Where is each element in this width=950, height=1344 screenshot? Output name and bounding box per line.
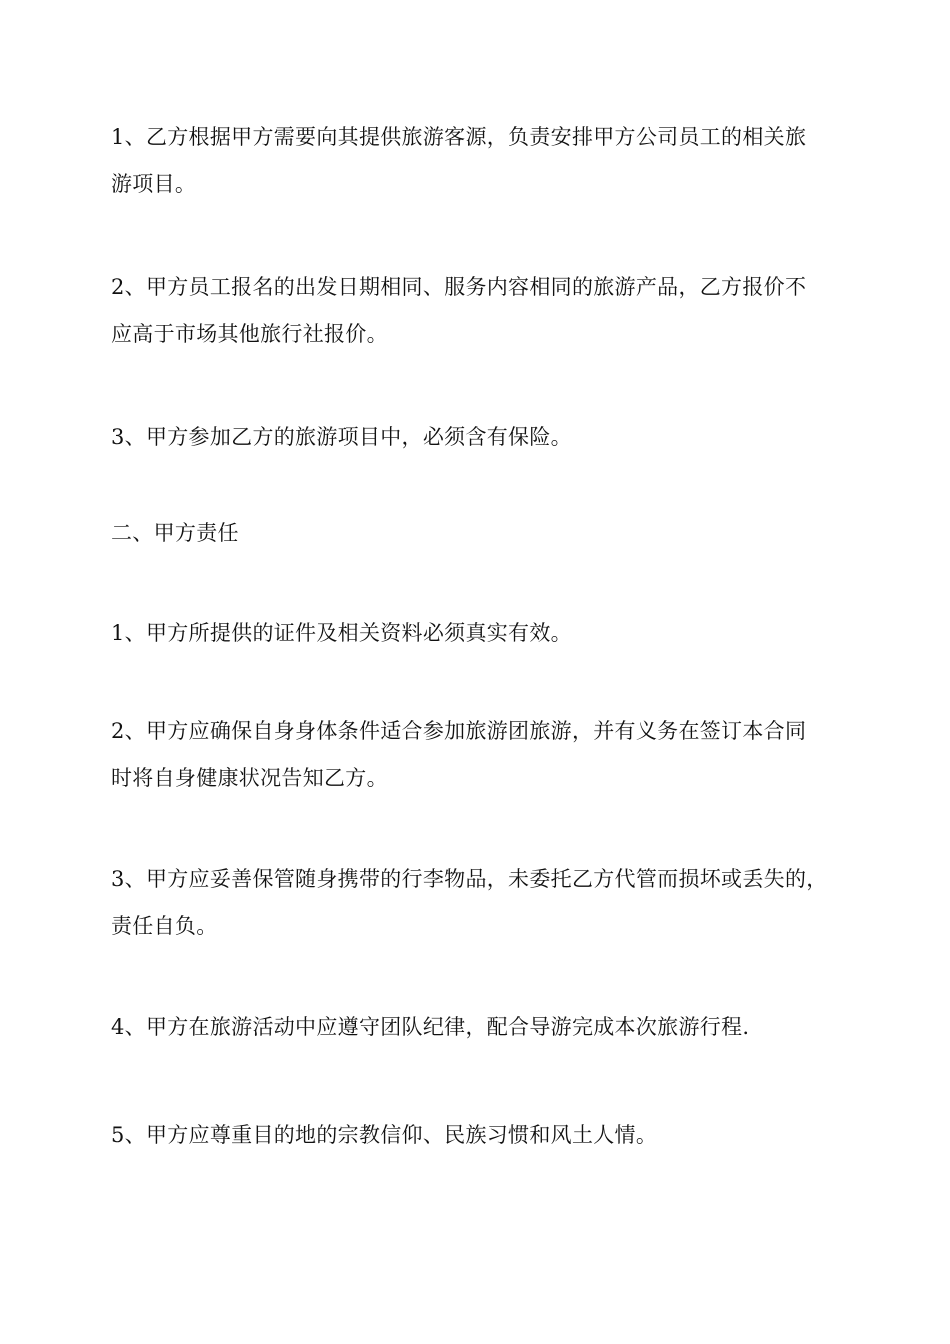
text-line: 4、甲方在旅游活动中应遵守团队纪律，配合导游完成本次旅游行程. <box>111 1015 750 1039</box>
text-line: 2、甲方应确保自身身体条件适合参加旅游团旅游，并有义务在签订本合同 <box>111 719 807 743</box>
text-line: 应高于市场其他旅行社报价。 <box>111 322 388 346</box>
text-line: 时将自身健康状况告知乙方。 <box>111 766 388 790</box>
text-line: 2、甲方员工报名的出发日期相同、服务内容相同的旅游产品，乙方报价不 <box>111 275 807 299</box>
clause-3-insurance <box>111 414 846 461</box>
text-line: 游项目。 <box>111 172 197 196</box>
duty-5-respect-customs <box>111 1112 846 1159</box>
text-line: 5、甲方应尊重目的地的宗教信仰、民族习惯和风土人情。 <box>111 1123 658 1147</box>
duty-1-documents <box>111 610 846 657</box>
section-heading-party-a-duties <box>111 510 846 557</box>
text-line: 1、甲方所提供的证件及相关资料必须真实有效。 <box>111 621 572 645</box>
clause-1-service-scope <box>111 114 846 208</box>
section-heading: 二、甲方责任 <box>111 521 239 545</box>
text-line: 3、甲方应妥善保管随身携带的行李物品，未委托乙方代管而损坏或丢失的， <box>111 867 828 891</box>
duty-4-discipline <box>111 1004 846 1051</box>
text-line: 1、乙方根据甲方需要向其提供旅游客源，负责安排甲方公司员工的相关旅 <box>111 125 807 149</box>
duty-3-luggage <box>111 856 846 950</box>
duty-2-health <box>111 708 846 802</box>
text-line: 责任自负。 <box>111 914 218 938</box>
text-line: 3、甲方参加乙方的旅游项目中，必须含有保险。 <box>111 425 572 449</box>
clause-2-pricing <box>111 264 846 358</box>
